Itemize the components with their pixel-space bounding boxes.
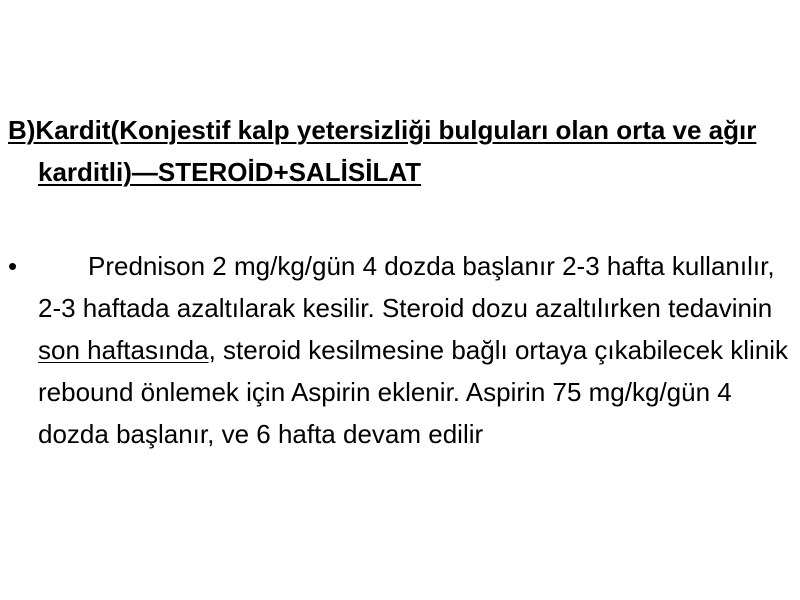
bullet-text <box>38 245 793 455</box>
bullet-text-before: Prednison 2 mg/kg/gün 4 dozda başlanır 2-3 hafta kullanılır, 2-3 haftada azaltılarak kesilir. Steroid dozu azaltılırken tedavinin <box>38 251 775 323</box>
bullet-underlined-phrase: son haftasında <box>38 335 209 365</box>
bullet-text-after: , steroid kesilmesine bağlı ortaya çıkabilecek klinik rebound önlemek için Aspirin eklenir. Aspirin 75 mg/kg/gün 4 dozda başlanır, ve 6 hafta devam edilir <box>38 335 789 449</box>
bullet-item <box>8 245 793 455</box>
bullet-marker: • <box>8 251 18 281</box>
slide-heading: B)Kardit(Konjestif kalp yetersizliği bulguları olan orta ve ağır karditli)—STEROİD+SALİSİLAT <box>8 115 757 187</box>
